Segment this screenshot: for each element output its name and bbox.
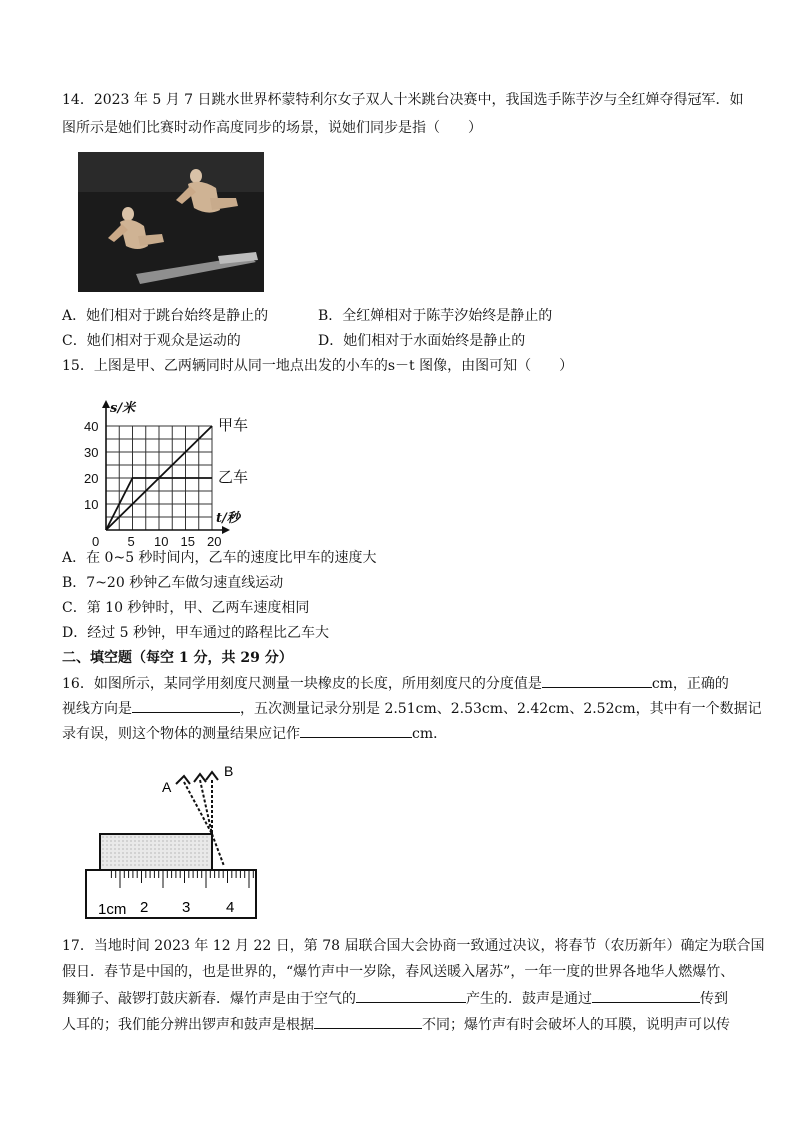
q17-line4 bbox=[62, 1014, 730, 1035]
q14-option-c: C．她们相对于观众是运动的 bbox=[62, 333, 241, 349]
x-tick-label: 15 bbox=[180, 534, 195, 549]
q16-text-2b: ，五次测量记录分别是 2.51cm、2.53cm、2.42cm、2.52cm，其中有一个数据记 bbox=[240, 701, 762, 717]
ruler-unit-label: 1cm bbox=[98, 901, 127, 918]
q17-text-4b: 不同；爆竹声有时会破坏人的耳膜，说明声可以传 bbox=[422, 1017, 730, 1033]
q14-option-b: B．全红婵相对于陈芋汐始终是静止的 bbox=[318, 308, 553, 324]
q17-text-4a: 人耳的；我们能分辨出锣声和鼓声是根据 bbox=[62, 1017, 314, 1033]
y-tick-label: 20 bbox=[84, 471, 99, 486]
x-tick-label: 20 bbox=[207, 534, 222, 549]
q16-text-1a: 16．如图所示，某同学用刻度尺测量一块橡皮的长度，所用刻度尺的分度值是 bbox=[62, 676, 542, 692]
q15-option-c: C．第 10 秒钟时，甲、乙两车速度相同 bbox=[62, 600, 310, 616]
ruler-figure bbox=[78, 760, 262, 926]
q16-text-1b: cm，正确的 bbox=[651, 676, 729, 692]
x-tick-label: 0 bbox=[92, 534, 100, 549]
q16-text-3b: cm． bbox=[412, 726, 448, 742]
y-tick-label: 40 bbox=[84, 419, 99, 434]
q17-blank-1[interactable] bbox=[356, 988, 466, 1003]
q16-line2 bbox=[62, 698, 762, 719]
y-tick-label: 10 bbox=[84, 497, 99, 512]
section-2-title: 二、填空题（每空 1 分，共 29 分） bbox=[62, 650, 293, 666]
x-tick-label: 5 bbox=[127, 534, 135, 549]
ruler-figure-svg bbox=[78, 760, 262, 926]
label-b: B bbox=[224, 763, 234, 779]
ruler-num-2: 2 bbox=[140, 899, 149, 916]
q17-text-3a: 舞狮子、敲锣打鼓庆新春．爆竹声是由于空气的 bbox=[62, 991, 356, 1007]
label-a: A bbox=[162, 779, 172, 795]
q17-blank-2[interactable] bbox=[592, 988, 700, 1003]
q16-blank-3[interactable] bbox=[300, 723, 412, 738]
q15-option-b: B．7~20 秒钟乙车做匀速直线运动 bbox=[62, 575, 284, 591]
q16-line1 bbox=[62, 673, 729, 694]
ruler-num-3: 3 bbox=[182, 899, 191, 916]
st-chart bbox=[76, 398, 252, 549]
x-axis-arrow bbox=[222, 526, 230, 534]
q16-blank-2[interactable] bbox=[132, 698, 240, 713]
q17-blank-3[interactable] bbox=[314, 1014, 422, 1029]
q17-line1: 17．当地时间 2023 年 12 月 22 日，第 78 届联合国大会协商一致通过决议，将春节（农历新年）确定为联合国 bbox=[62, 938, 765, 954]
q17-line3 bbox=[62, 988, 728, 1009]
y-axis-label: s/米 bbox=[110, 401, 136, 416]
y-tick-label: 30 bbox=[84, 445, 99, 460]
ruler-num-4: 4 bbox=[226, 899, 235, 916]
st-chart-svg bbox=[76, 398, 252, 549]
x-axis-label: t/秒 bbox=[216, 511, 240, 526]
q16-text-2a: 视线方向是 bbox=[62, 701, 132, 717]
q17-line2: 假日．春节是中国的，也是世界的，“爆竹声中一岁除，春风送暖入屠苏”，一年一度的世界各地华人燃爆竹、 bbox=[62, 964, 735, 980]
q14-option-a: A．她们相对于跳台始终是静止的 bbox=[62, 308, 269, 324]
series-label-1: 甲车 bbox=[218, 416, 249, 434]
q15-option-a: A．在 0~5 秒时间内，乙车的速度比甲车的速度大 bbox=[62, 550, 377, 566]
q14-stem-line2: 图所示是她们比赛时动作高度同步的场景，说她们同步是指（ ） bbox=[62, 120, 482, 136]
q15-option-d: D．经过 5 秒钟，甲车通过的路程比乙车大 bbox=[62, 625, 330, 641]
y-axis-arrow bbox=[102, 400, 110, 408]
q16-line3 bbox=[62, 723, 447, 744]
q14-stem-line1: 14．2023 年 5 月 7 日跳水世界杯蒙特利尔女子双人十米跳台决赛中，我国选手陈芋汐与全红婵夺得冠军．如 bbox=[62, 92, 744, 108]
series-label-2: 乙车 bbox=[218, 468, 249, 486]
q14-option-d: D．她们相对于水面始终是静止的 bbox=[318, 333, 526, 349]
diving-photo bbox=[78, 152, 264, 292]
x-tick-label: 10 bbox=[154, 534, 169, 549]
q15-stem: 15．上图是甲、乙两辆同时从同一地点出发的小车的s－t 图像，由图可知（ ） bbox=[62, 358, 574, 374]
diving-photo-illustration bbox=[78, 152, 264, 292]
q16-blank-1[interactable] bbox=[542, 673, 652, 688]
q16-text-3a: 录有误，则这个物体的测量结果应记作 bbox=[62, 726, 300, 742]
q17-text-3b: 产生的．鼓声是通过 bbox=[466, 991, 592, 1007]
q17-text-3c: 传到 bbox=[700, 991, 728, 1007]
